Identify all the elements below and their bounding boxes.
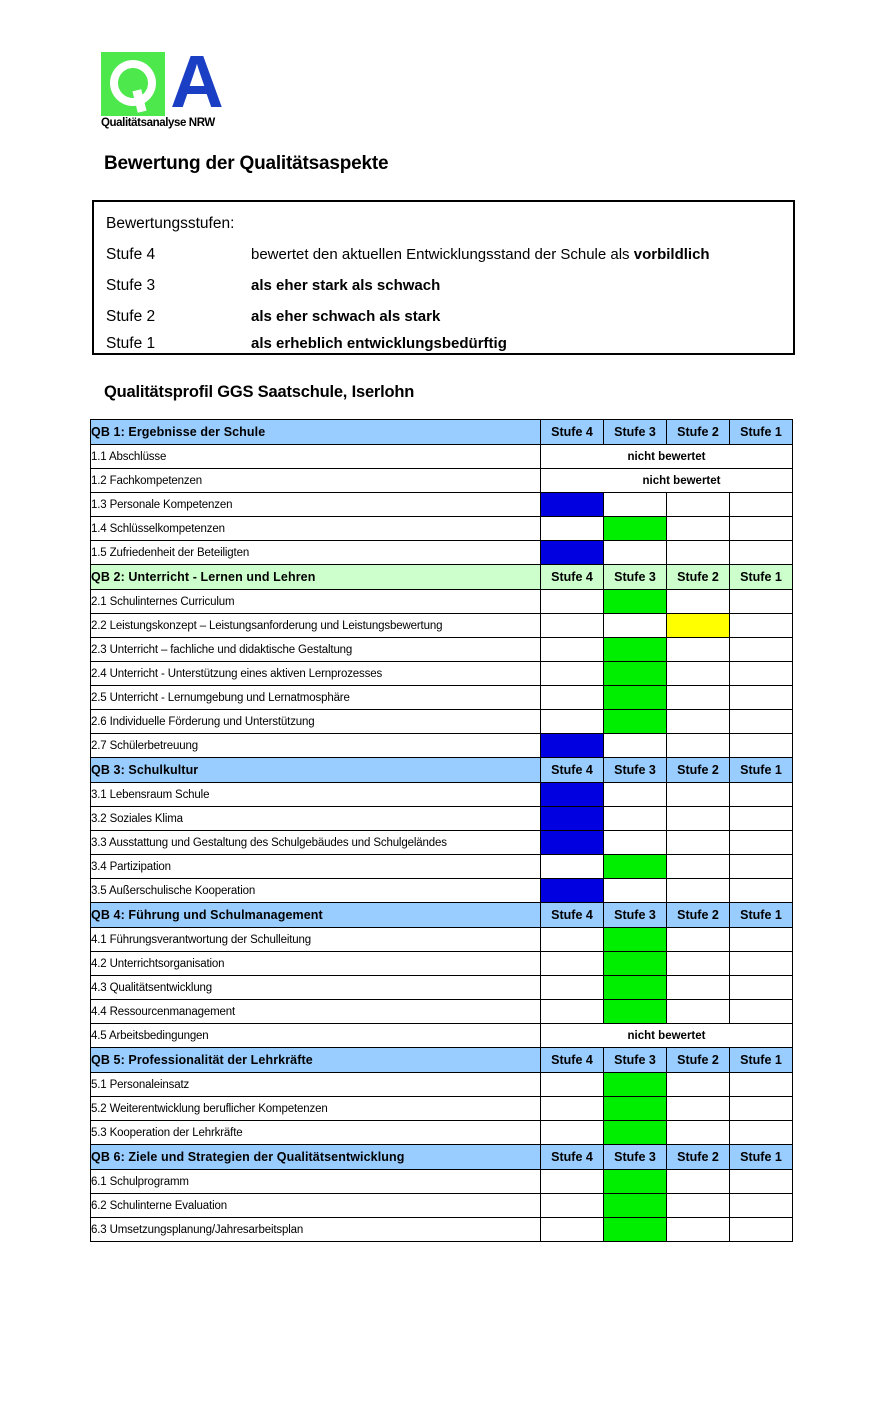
rating-cell-filled	[604, 662, 667, 686]
table-row	[91, 1097, 793, 1121]
stufe-column-header: Stufe 4	[541, 1048, 604, 1073]
rating-cell-empty	[730, 952, 793, 976]
table-row	[91, 710, 793, 734]
rating-cell-empty	[667, 976, 730, 1000]
table-row	[91, 1218, 793, 1242]
table-row	[91, 1121, 793, 1145]
stufe-column-header: Stufe 3	[604, 903, 667, 928]
section-header-row	[91, 1145, 793, 1170]
rating-cell-filled	[604, 952, 667, 976]
rating-cell-empty	[541, 855, 604, 879]
aspect-label: 4.3 Qualitätsentwicklung	[91, 976, 541, 1000]
aspect-label: 2.6 Individuelle Förderung und Unterstützung	[91, 710, 541, 734]
rating-cell-empty	[730, 662, 793, 686]
rating-cell-empty	[667, 662, 730, 686]
rating-cell-empty	[730, 928, 793, 952]
rating-cell-empty	[730, 734, 793, 758]
rating-cell-filled	[604, 1097, 667, 1121]
aspect-label: 5.1 Personaleinsatz	[91, 1073, 541, 1097]
stufe-column-header: Stufe 2	[667, 758, 730, 783]
stufe-column-header: Stufe 4	[541, 1145, 604, 1170]
section-header-label: QB 1: Ergebnisse der Schule	[91, 420, 541, 445]
rating-cell-empty	[667, 1194, 730, 1218]
page-title: Bewertung der Qualitätsaspekte	[104, 153, 389, 174]
stufe-column-header: Stufe 4	[541, 565, 604, 590]
section-header-row	[91, 903, 793, 928]
rating-cell-empty	[730, 541, 793, 565]
rating-cell-empty	[667, 831, 730, 855]
stufe-column-header: Stufe 4	[541, 758, 604, 783]
rating-cell-empty	[541, 952, 604, 976]
rating-cell-empty	[604, 493, 667, 517]
legend-row-stufe-3	[94, 270, 793, 301]
rating-cell-empty	[604, 783, 667, 807]
stufe-column-header: Stufe 2	[667, 1048, 730, 1073]
rating-cell-empty	[667, 783, 730, 807]
rating-cell-empty	[730, 710, 793, 734]
rating-cell-empty	[667, 879, 730, 903]
rating-cell-empty	[541, 590, 604, 614]
rating-cell-empty	[730, 879, 793, 903]
legend-level-description	[251, 328, 507, 359]
rating-cell-empty	[541, 662, 604, 686]
rating-cell-empty	[667, 1218, 730, 1242]
aspect-label: 6.2 Schulinterne Evaluation	[91, 1194, 541, 1218]
rating-cell-empty	[541, 1000, 604, 1024]
stufe-column-header: Stufe 4	[541, 903, 604, 928]
rating-cell-empty	[667, 734, 730, 758]
legend-level-label: Stufe 3	[106, 277, 156, 294]
table-row	[91, 1170, 793, 1194]
rating-cell-empty	[667, 928, 730, 952]
rating-cell-empty	[667, 1097, 730, 1121]
stufe-column-header: Stufe 1	[730, 420, 793, 445]
section-header-label: QB 2: Unterricht - Lernen und Lehren	[91, 565, 541, 590]
table-row	[91, 807, 793, 831]
rating-cell-empty	[730, 614, 793, 638]
rating-cell-filled	[604, 590, 667, 614]
rating-cell-empty	[667, 517, 730, 541]
section-header-row	[91, 565, 793, 590]
logo-caption: Qualitätsanalyse NRW	[101, 117, 215, 129]
aspect-label: 6.1 Schulprogramm	[91, 1170, 541, 1194]
section-header-label: QB 5: Professionalität der Lehrkräfte	[91, 1048, 541, 1073]
rating-cell-empty	[541, 517, 604, 541]
table-row	[91, 638, 793, 662]
legend-level-description	[251, 270, 440, 301]
rating-cell-filled	[604, 1000, 667, 1024]
rating-cell-empty	[667, 638, 730, 662]
table-row	[91, 686, 793, 710]
section-header-row	[91, 420, 793, 445]
rating-cell-empty	[541, 1073, 604, 1097]
rating-cell-filled	[541, 807, 604, 831]
table-row	[91, 493, 793, 517]
stufe-column-header: Stufe 4	[541, 420, 604, 445]
aspect-label: 3.5 Außerschulische Kooperation	[91, 879, 541, 903]
rating-cell-empty	[604, 831, 667, 855]
rating-cell-filled	[541, 879, 604, 903]
legend-row-stufe-1	[94, 328, 793, 359]
rating-cell-filled	[604, 1073, 667, 1097]
table-row	[91, 541, 793, 565]
legend-level-label: Stufe 4	[106, 246, 156, 263]
legend-heading: Bewertungsstufen:	[106, 215, 235, 232]
aspect-label: 3.4 Partizipation	[91, 855, 541, 879]
rating-cell-empty	[541, 928, 604, 952]
rating-cell-empty	[541, 1194, 604, 1218]
rating-cell-filled	[604, 638, 667, 662]
rating-cell-filled	[604, 1170, 667, 1194]
aspect-label: 1.2 Fachkompetenzen	[91, 469, 541, 493]
profile-title: Qualitätsprofil GGS Saatschule, Iserlohn	[104, 383, 415, 401]
rating-cell-empty	[541, 686, 604, 710]
logo-letter-a-icon: A	[170, 40, 222, 123]
rating-cell-empty	[541, 710, 604, 734]
rating-cell-empty	[730, 1000, 793, 1024]
rating-cell-filled	[541, 541, 604, 565]
legend-desc-bold: als erheblich entwicklungsbedürftig	[251, 335, 507, 352]
aspect-label: 1.3 Personale Kompetenzen	[91, 493, 541, 517]
rating-cell-empty	[730, 783, 793, 807]
table-row	[91, 590, 793, 614]
rating-cell-filled	[604, 1194, 667, 1218]
rating-cell-filled	[604, 517, 667, 541]
section-header-row	[91, 1048, 793, 1073]
rating-cell-empty	[604, 614, 667, 638]
legend-level-label: Stufe 2	[106, 308, 156, 325]
rating-cell-empty	[541, 1097, 604, 1121]
aspect-label: 1.4 Schlüsselkompetenzen	[91, 517, 541, 541]
rating-cell-empty	[730, 638, 793, 662]
rating-cell-empty	[604, 734, 667, 758]
rating-cell-filled	[604, 686, 667, 710]
table-row	[91, 1073, 793, 1097]
rating-cell-empty	[730, 976, 793, 1000]
rating-cell-filled	[604, 1218, 667, 1242]
section-header-label: QB 3: Schulkultur	[91, 758, 541, 783]
quality-profile-table	[90, 419, 793, 1242]
legend-row-stufe-4	[94, 239, 793, 270]
rating-cell-empty	[604, 541, 667, 565]
stufe-column-header: Stufe 2	[667, 903, 730, 928]
not-rated-cell: nicht bewertet	[541, 1024, 793, 1048]
aspect-label: 4.5 Arbeitsbedingungen	[91, 1024, 541, 1048]
stufe-column-header: Stufe 2	[667, 565, 730, 590]
rating-cell-empty	[667, 807, 730, 831]
rating-cell-empty	[667, 1121, 730, 1145]
stufe-column-header: Stufe 3	[604, 420, 667, 445]
table-row	[91, 928, 793, 952]
table-row	[91, 1024, 793, 1048]
legend-desc-bold: als eher stark als schwach	[251, 277, 441, 294]
rating-cell-empty	[730, 517, 793, 541]
stufe-column-header: Stufe 3	[604, 1145, 667, 1170]
stufe-column-header: Stufe 1	[730, 903, 793, 928]
aspect-label: 1.1 Abschlüsse	[91, 445, 541, 469]
rating-cell-empty	[730, 1194, 793, 1218]
rating-cell-empty	[667, 1000, 730, 1024]
rating-cell-empty	[667, 541, 730, 565]
rating-cell-filled	[604, 976, 667, 1000]
section-header-label: QB 4: Führung und Schulmanagement	[91, 903, 541, 928]
aspect-label: 4.4 Ressourcenmanagement	[91, 1000, 541, 1024]
rating-cell-filled	[541, 783, 604, 807]
aspect-label: 3.1 Lebensraum Schule	[91, 783, 541, 807]
aspect-label: 1.5 Zufriedenheit der Beteiligten	[91, 541, 541, 565]
rating-cell-empty	[541, 614, 604, 638]
aspect-label: 4.1 Führungsverantwortung der Schulleitung	[91, 928, 541, 952]
rating-cell-empty	[667, 1170, 730, 1194]
rating-cell-empty	[730, 807, 793, 831]
legend-level-label: Stufe 1	[106, 335, 156, 352]
rating-cell-empty	[667, 590, 730, 614]
rating-cell-filled	[604, 710, 667, 734]
stufe-column-header: Stufe 1	[730, 1048, 793, 1073]
qa-nrw-logo	[101, 40, 229, 129]
rating-cell-empty	[541, 1121, 604, 1145]
table-row	[91, 976, 793, 1000]
quality-profile-table-container	[90, 419, 787, 1242]
rating-cell-filled	[541, 734, 604, 758]
table-row	[91, 1194, 793, 1218]
rating-cell-empty	[730, 1218, 793, 1242]
rating-cell-empty	[604, 807, 667, 831]
legend-desc-plain: bewertet den aktuellen Entwicklungsstand der Schule als	[251, 246, 634, 263]
legend-desc-bold: als eher schwach als stark	[251, 308, 441, 325]
rating-cell-empty	[730, 855, 793, 879]
rating-cell-empty	[667, 952, 730, 976]
rating-cell-empty	[667, 1073, 730, 1097]
aspect-label: 2.2 Leistungskonzept – Leistungsanforderung und Leistungsbewertung	[91, 614, 541, 638]
not-rated-cell: nicht bewertet	[541, 469, 793, 493]
aspect-label: 3.2 Soziales Klima	[91, 807, 541, 831]
stufe-column-header: Stufe 2	[667, 420, 730, 445]
table-row	[91, 855, 793, 879]
rating-cell-empty	[541, 976, 604, 1000]
table-row	[91, 1000, 793, 1024]
table-row	[91, 662, 793, 686]
aspect-label: 4.2 Unterrichtsorganisation	[91, 952, 541, 976]
stufe-column-header: Stufe 3	[604, 1048, 667, 1073]
rating-cell-filled	[541, 493, 604, 517]
rating-cell-empty	[730, 1097, 793, 1121]
aspect-label: 6.3 Umsetzungsplanung/Jahresarbeitsplan	[91, 1218, 541, 1242]
stufe-column-header: Stufe 2	[667, 1145, 730, 1170]
rating-cell-empty	[541, 1218, 604, 1242]
rating-cell-empty	[667, 710, 730, 734]
aspect-label: 2.4 Unterricht - Unterstützung eines aktiven Lernprozesses	[91, 662, 541, 686]
stufe-column-header: Stufe 1	[730, 565, 793, 590]
section-header-row	[91, 758, 793, 783]
aspect-label: 2.5 Unterricht - Lernumgebung und Lernatmosphäre	[91, 686, 541, 710]
table-row	[91, 952, 793, 976]
rating-cell-empty	[730, 831, 793, 855]
rating-cell-empty	[541, 1170, 604, 1194]
rating-cell-empty	[604, 879, 667, 903]
rating-cell-empty	[730, 493, 793, 517]
table-row	[91, 614, 793, 638]
rating-cell-empty	[730, 1121, 793, 1145]
rating-cell-empty	[667, 855, 730, 879]
rating-cell-empty	[667, 493, 730, 517]
stufe-column-header: Stufe 1	[730, 758, 793, 783]
rating-cell-filled	[604, 928, 667, 952]
rating-cell-empty	[730, 1170, 793, 1194]
table-row	[91, 831, 793, 855]
table-row	[91, 469, 793, 493]
aspect-label: 5.3 Kooperation der Lehrkräfte	[91, 1121, 541, 1145]
table-row	[91, 445, 793, 469]
rating-cell-filled	[604, 855, 667, 879]
section-header-label: QB 6: Ziele und Strategien der Qualitätsentwicklung	[91, 1145, 541, 1170]
aspect-label: 3.3 Ausstattung und Gestaltung des Schulgebäudes und Schulgeländes	[91, 831, 541, 855]
table-row	[91, 517, 793, 541]
table-row	[91, 734, 793, 758]
rating-levels-legend	[92, 200, 795, 355]
legend-desc-bold: vorbildlich	[633, 246, 710, 263]
rating-cell-empty	[730, 1073, 793, 1097]
legend-heading-row	[94, 208, 793, 239]
table-row	[91, 783, 793, 807]
table-row	[91, 879, 793, 903]
stufe-column-header: Stufe 3	[604, 565, 667, 590]
rating-cell-empty	[730, 686, 793, 710]
rating-cell-empty	[541, 638, 604, 662]
aspect-label: 2.7 Schülerbetreuung	[91, 734, 541, 758]
stufe-column-header: Stufe 1	[730, 1145, 793, 1170]
rating-cell-filled	[541, 831, 604, 855]
not-rated-cell: nicht bewertet	[541, 445, 793, 469]
rating-cell-filled	[604, 1121, 667, 1145]
aspect-label: 5.2 Weiterentwicklung beruflicher Kompetenzen	[91, 1097, 541, 1121]
stufe-column-header: Stufe 3	[604, 758, 667, 783]
legend-level-description	[251, 239, 710, 270]
rating-cell-empty	[730, 590, 793, 614]
rating-cell-empty	[667, 686, 730, 710]
aspect-label: 2.3 Unterricht – fachliche und didaktische Gestaltung	[91, 638, 541, 662]
aspect-label: 2.1 Schulinternes Curriculum	[91, 590, 541, 614]
rating-cell-filled	[667, 614, 730, 638]
